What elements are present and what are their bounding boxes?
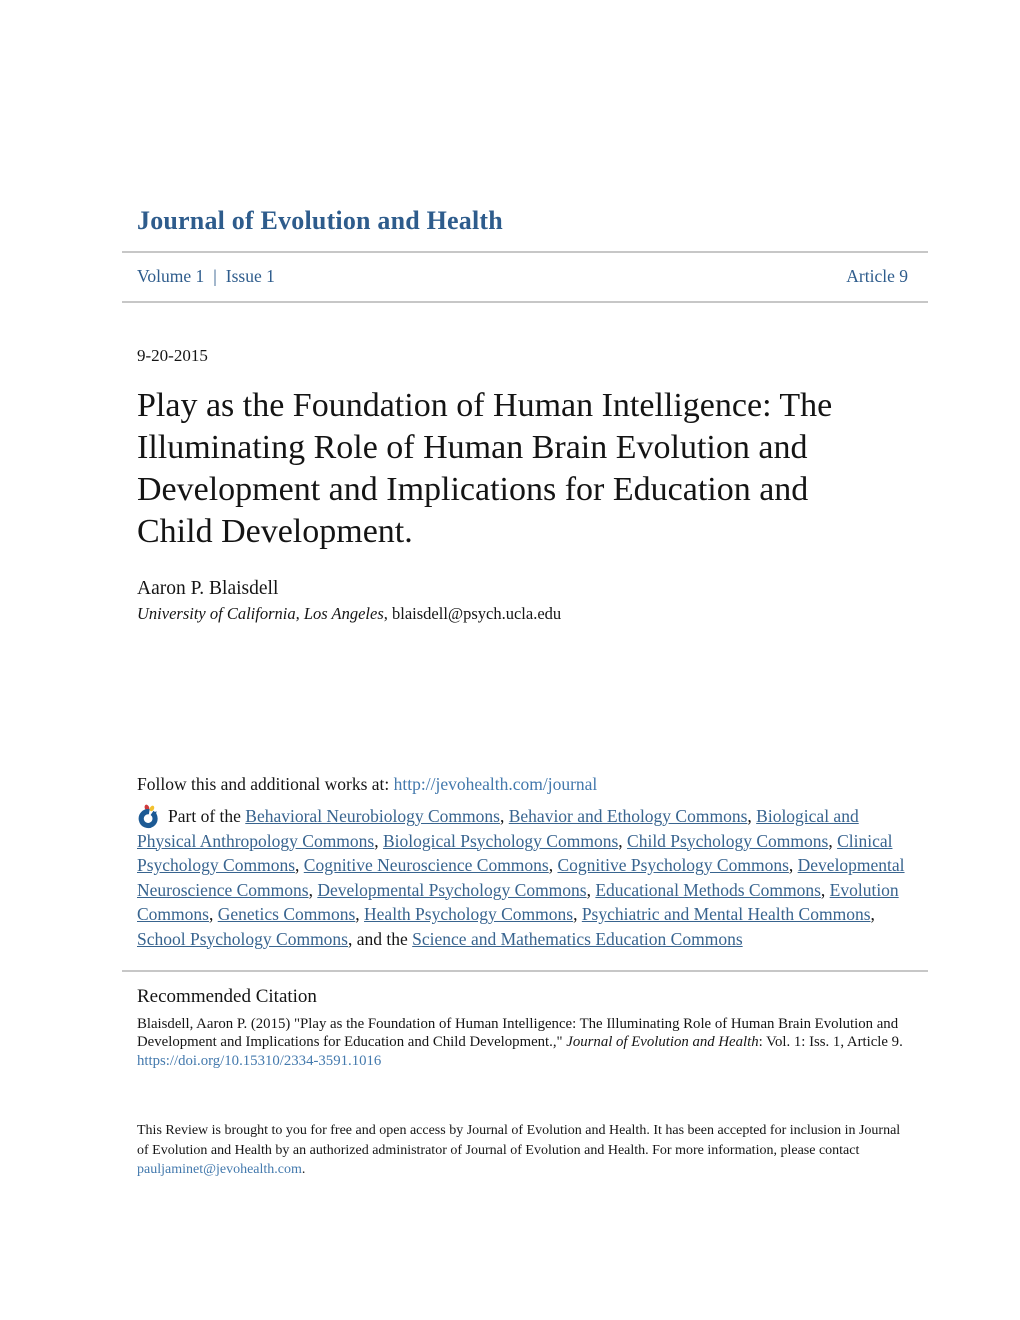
commons-link[interactable]: Clinical Psychology Commons xyxy=(137,830,893,875)
citation-before-journal: Blaisdell, Aaron P. (2015) "Play as the Foundation of Human Intelligence: The Illuminating Role of Human Brain Evolution and Development and Implications for Education and Child Development.," xyxy=(137,1016,899,1051)
publication-date: 9-20-2015 xyxy=(137,345,208,365)
commons-link[interactable]: School Psychology Commons xyxy=(137,928,348,949)
digital-commons-network-icon xyxy=(137,803,161,829)
volume-issue xyxy=(137,266,275,287)
article-number: Article 9 xyxy=(846,265,908,286)
commons-link[interactable]: Behavior and Ethology Commons xyxy=(508,805,748,826)
journal-url-link[interactable]: http://jevohealth.com/journal xyxy=(393,773,598,794)
citation-after-journal: : Vol. 1: Iss. 1, Article 9. xyxy=(758,1034,903,1051)
part-of-prefix: Part of the xyxy=(168,805,246,826)
article-title-line: Play as the Foundation of Human Intelligence: The xyxy=(137,386,833,424)
commons-link[interactable]: Science and Mathematics Education Commons xyxy=(412,928,743,949)
commons-link[interactable]: Biological and Physical Anthropology Commons xyxy=(137,805,859,851)
contact-email-link[interactable]: pauljaminet@jevohealth.com xyxy=(137,1162,302,1177)
commons-link[interactable]: Psychiatric and Mental Health Commons xyxy=(581,904,871,924)
commons-link[interactable]: Developmental Neuroscience Commons xyxy=(137,855,905,900)
author-email: blaisdell@psych.ucla.edu xyxy=(392,603,562,623)
access-statement-text: This Review is brought to you for free and open access by Journal of Evolution and Health. It has been accepted for inclusion in Journal of Evolution and Health by an authorized administrator of Journal of Evolution and Health. For more information, please contact xyxy=(137,1123,901,1158)
commons-link[interactable]: Developmental Psychology Commons xyxy=(317,879,587,900)
article-title-line: Development and Implications for Education and xyxy=(137,470,809,508)
volume-label: Volume 1 xyxy=(137,265,205,286)
citation-journal-name: Journal of Evolution and Health xyxy=(566,1034,759,1051)
citation-divider xyxy=(122,970,928,972)
commons-link[interactable]: Health Psychology Commons xyxy=(364,904,574,924)
cover-content xyxy=(122,0,928,1070)
commons-link[interactable]: Behavioral Neurobiology Commons xyxy=(245,805,500,826)
follow-works-line xyxy=(137,774,908,795)
volume-issue-separator: | xyxy=(213,265,217,286)
commons-link[interactable]: Genetics Commons xyxy=(217,904,356,924)
citation-text xyxy=(137,1015,908,1070)
commons-link[interactable]: Cognitive Psychology Commons xyxy=(557,855,789,875)
follow-works-label: Follow this and additional works at: xyxy=(137,773,394,794)
access-statement-period: . xyxy=(301,1162,306,1177)
journal-title: Journal of Evolution and Health xyxy=(137,206,503,235)
commons-link[interactable]: Biological Psychology Commons xyxy=(382,830,619,851)
author-name: Aaron P. Blaisdell xyxy=(137,577,279,599)
article-title-line: Child Development. xyxy=(137,512,413,550)
author-affiliation xyxy=(137,604,908,624)
article-title xyxy=(137,385,908,553)
commons-links: Behavioral Neurobiology Commons, Behavior and Ethology Commons, Biological and Physical Anthropology Commons, Biological Psychology Commons, Child Psychology Commons, Clinical Psychology Commons, Cognitive Neuroscience Commons, Cognitive Psychology Commons, Developmental Neuroscience Commons, Developmental Psychology Commons, Educational Methods Commons, Evolution Commons, Genetics Commons, Health Psychology Commons, Psychiatric and Mental Health Commons, School Psychology Commons, and the Science and Mathematics Education Commons xyxy=(137,805,905,949)
commons-link[interactable]: Cognitive Neuroscience Commons xyxy=(303,855,549,875)
doi-link[interactable]: https://doi.org/10.15310/2334-3591.1016 xyxy=(137,1052,382,1069)
commons-link[interactable]: Evolution Commons xyxy=(137,879,899,924)
recommended-citation-heading: Recommended Citation xyxy=(137,986,317,1007)
affiliation-institution: University of California, Los Angeles xyxy=(137,603,384,623)
volume-issue-row xyxy=(137,253,908,301)
header-bottom-divider xyxy=(122,301,928,303)
affiliation-separator: , xyxy=(383,603,392,623)
commons-link[interactable]: Child Psychology Commons xyxy=(627,830,829,851)
part-of-paragraph xyxy=(137,803,908,952)
issue-label: Issue 1 xyxy=(225,265,275,286)
access-statement xyxy=(137,1121,908,1180)
article-title-line: Illuminating Role of Human Brain Evolution and xyxy=(137,428,808,466)
commons-link[interactable]: Educational Methods Commons xyxy=(595,879,821,900)
